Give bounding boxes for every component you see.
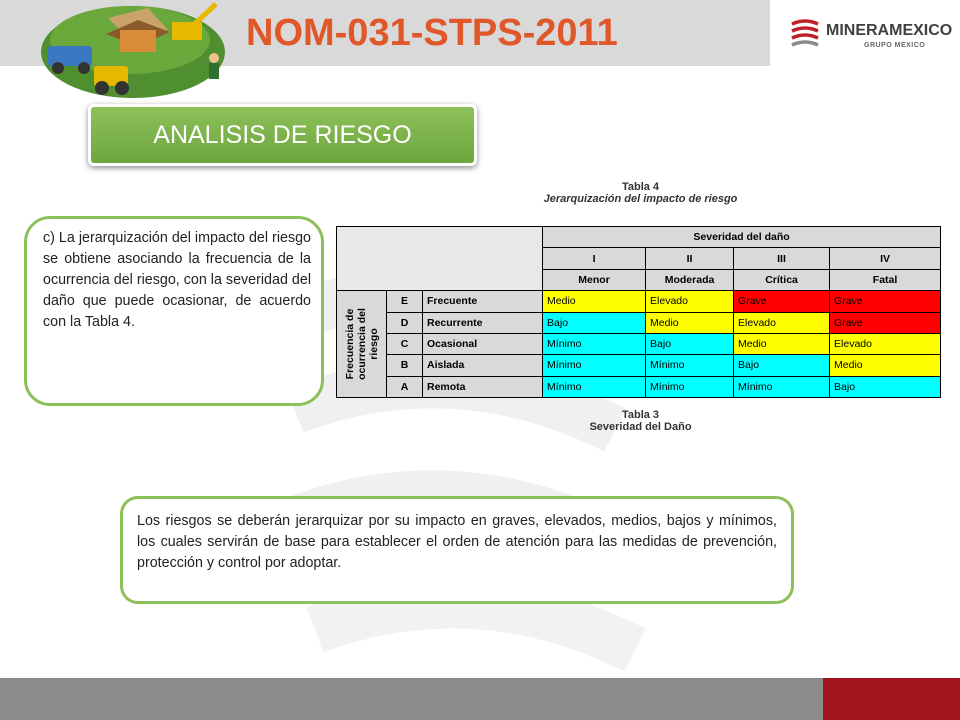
row-label: Frecuente bbox=[423, 291, 543, 312]
row-label: Remota bbox=[423, 376, 543, 397]
caption-bottom-line1: Tabla 3 bbox=[621, 409, 660, 421]
table-header-row-1 bbox=[337, 227, 941, 248]
risk-level-cell: Mínimo bbox=[646, 376, 734, 397]
column-name: Menor bbox=[543, 269, 646, 290]
footer-band bbox=[0, 678, 823, 720]
table-caption-bottom bbox=[488, 409, 793, 433]
section-banner: ANALISIS DE RIESGO bbox=[88, 104, 477, 166]
column-name: Crítica bbox=[734, 269, 830, 290]
row-label: Aislada bbox=[423, 355, 543, 376]
risk-level-cell: Medio bbox=[830, 355, 941, 376]
column-roman: I bbox=[543, 248, 646, 269]
table-row bbox=[337, 355, 941, 376]
risk-level-cell: Medio bbox=[543, 291, 646, 312]
severity-header: Severidad del daño bbox=[543, 227, 941, 248]
row-letter: B bbox=[387, 355, 423, 376]
row-letter: E bbox=[387, 291, 423, 312]
column-name: Moderada bbox=[646, 269, 734, 290]
footer-accent bbox=[823, 678, 960, 720]
table-corner bbox=[337, 227, 543, 291]
column-roman: III bbox=[734, 248, 830, 269]
risk-level-cell: Grave bbox=[734, 291, 830, 312]
caption-top-line1: Tabla 4 bbox=[621, 181, 660, 193]
row-letter: C bbox=[387, 333, 423, 354]
table-row bbox=[337, 333, 941, 354]
risk-level-cell: Bajo bbox=[830, 376, 941, 397]
risk-level-cell: Mínimo bbox=[543, 355, 646, 376]
risk-level-cell: Elevado bbox=[830, 333, 941, 354]
row-letter: A bbox=[387, 376, 423, 397]
risk-level-cell: Bajo bbox=[734, 355, 830, 376]
caption-top-line2: Jerarquización del impacto de riesgo bbox=[543, 193, 738, 205]
table-row bbox=[337, 291, 941, 312]
risk-level-cell: Medio bbox=[734, 333, 830, 354]
table-row bbox=[337, 312, 941, 333]
mineramexico-logo-icon bbox=[788, 16, 822, 50]
frequency-header-text: Frecuencia de ocurrencia del riesgo bbox=[343, 308, 380, 380]
risk-level-cell: Bajo bbox=[646, 333, 734, 354]
column-roman: IV bbox=[830, 248, 941, 269]
brand-logo bbox=[788, 14, 953, 56]
risk-level-cell: Bajo bbox=[543, 312, 646, 333]
slide-title: NOM-031-STPS-2011 bbox=[246, 12, 618, 54]
row-label: Recurrente bbox=[423, 312, 543, 333]
caption-bottom-line2: Severidad del Daño bbox=[589, 421, 692, 433]
risk-level-cell: Grave bbox=[830, 291, 941, 312]
table-row bbox=[337, 376, 941, 397]
conclusion-box: Los riesgos se deberán jerarquizar por su impacto en graves, elevados, medios, bajos y mínimos, los cuales servirán de base para establecer el orden de atención para las medidas de prevención, protección y control por adoptar. bbox=[120, 496, 794, 604]
column-roman: II bbox=[646, 248, 734, 269]
risk-matrix-body bbox=[337, 227, 941, 398]
risk-level-cell: Grave bbox=[830, 312, 941, 333]
risk-level-cell: Elevado bbox=[734, 312, 830, 333]
row-letter: D bbox=[387, 312, 423, 333]
risk-level-cell: Medio bbox=[646, 312, 734, 333]
brand-subtitle: GRUPO MEXICO bbox=[864, 42, 926, 49]
brand-name: MINERAMEXICO bbox=[826, 22, 953, 39]
risk-matrix-table bbox=[336, 226, 941, 398]
table-caption-top bbox=[488, 181, 793, 205]
risk-level-cell: Elevado bbox=[646, 291, 734, 312]
risk-level-cell: Mínimo bbox=[646, 355, 734, 376]
risk-level-cell: Mínimo bbox=[543, 376, 646, 397]
risk-level-cell: Mínimo bbox=[543, 333, 646, 354]
mining-illustration-icon bbox=[38, 0, 243, 100]
row-label: Ocasional bbox=[423, 333, 543, 354]
explanation-box: c) La jerarquización del impacto del riesgo se obtiene asociando la frecuencia de la ocurrencia del riesgo, con la severidad del daño que puede ocasionar, de acuerdo con la Tabla 4. bbox=[24, 216, 324, 406]
column-name: Fatal bbox=[830, 269, 941, 290]
frequency-header bbox=[337, 291, 387, 398]
risk-level-cell: Mínimo bbox=[734, 376, 830, 397]
